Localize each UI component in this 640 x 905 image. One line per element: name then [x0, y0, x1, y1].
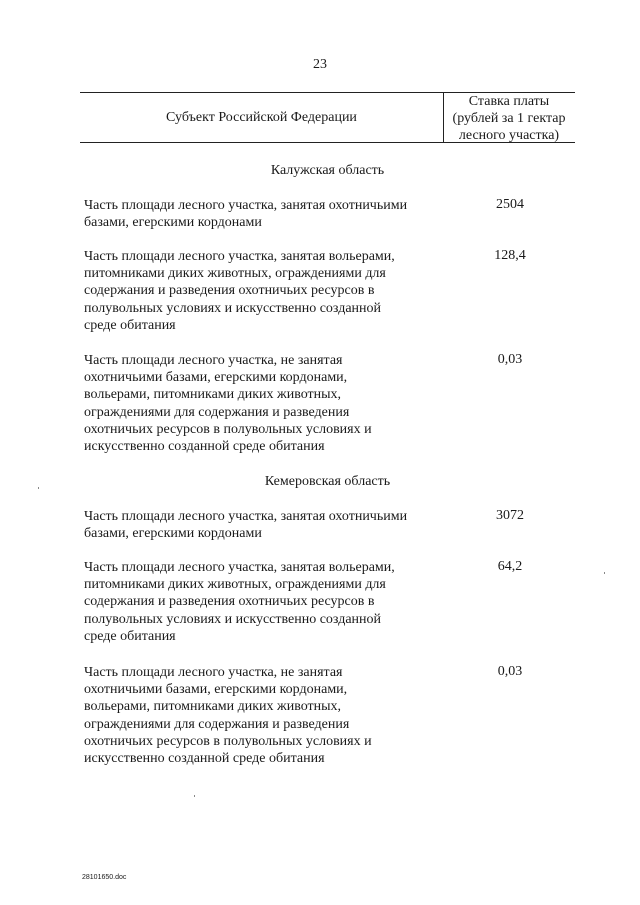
scan-speck — [38, 487, 39, 489]
row-line: охотничьих ресурсов в полувольных условиях и — [84, 421, 372, 437]
page-number: 23 — [313, 57, 327, 72]
row-line: содержания и разведения охотничьих ресурсов в — [84, 283, 375, 299]
row-line: Часть площади лесного участка, занятая вольерами, — [84, 249, 395, 264]
row-line: Часть площади лесного участка, не занятая — [84, 353, 343, 368]
row-line: охотничьими базами, егерскими кордонами, — [84, 682, 348, 698]
row-rate-value: 128,4 — [494, 248, 526, 263]
row-line: полувольных условиях и искусственно созданной — [84, 300, 382, 316]
table-header-rate-line: (рублей за 1 гектар — [452, 111, 566, 126]
row-rate-value: 64,2 — [497, 559, 523, 574]
row-line: вольерами, питомниками диких животных, — [84, 699, 342, 715]
row-line: ограждениями для содержания и разведения — [84, 404, 350, 420]
row-description — [84, 559, 444, 645]
row-line: Часть площади лесного участка, занятая охотничьими — [84, 198, 408, 213]
row-description — [84, 352, 444, 455]
row-line: среде обитания — [84, 628, 176, 644]
row-rate-value: 0,03 — [497, 352, 523, 367]
row-description — [84, 248, 444, 334]
row-line: среде обитания — [84, 317, 176, 333]
row-line: ограждениями для содержания и разведения — [84, 716, 350, 732]
row-line: искусственно созданной среде обитания — [84, 751, 325, 767]
scan-speck — [194, 795, 195, 797]
table-header-subject: Субъект Российской Федерации — [166, 110, 357, 125]
row-line: питомниками диких животных, ограждениями для — [84, 266, 386, 282]
row-line: Часть площади лесного участка, занятая вольерами, — [84, 560, 395, 575]
region-heading: Калужская область — [270, 163, 385, 178]
row-line: содержания и разведения охотничьих ресурсов в — [84, 594, 375, 610]
row-line: искусственно созданной среде обитания — [84, 439, 325, 455]
row-line: Часть площади лесного участка, не занятая — [84, 665, 343, 680]
row-line: питомниками диких животных, ограждениями для — [84, 577, 386, 593]
row-description — [84, 197, 444, 231]
table-header-rate-line: Ставка платы — [468, 94, 550, 109]
scan-speck — [604, 572, 605, 574]
row-description — [84, 508, 444, 542]
table-header-rate — [443, 93, 575, 144]
row-line: вольерами, питомниками диких животных, — [84, 387, 342, 403]
table-header-rate-line: лесного участка) — [458, 128, 560, 143]
row-line: охотничьими базами, егерскими кордонами, — [84, 370, 348, 386]
row-line: базами, егерскими кордонами — [84, 215, 262, 231]
row-rate-value: 3072 — [496, 508, 524, 523]
region-heading: Кемеровская область — [264, 474, 391, 489]
row-line: Часть площади лесного участка, занятая охотничьими — [84, 509, 408, 524]
footer-filename: 28101650.doc — [82, 874, 127, 881]
row-rate-value: 2504 — [496, 197, 524, 212]
row-line: базами, егерскими кордонами — [84, 526, 262, 542]
row-rate-value: 0,03 — [497, 664, 523, 679]
row-line: охотничьих ресурсов в полувольных условиях и — [84, 733, 372, 749]
row-description — [84, 664, 444, 767]
row-line: полувольных условиях и искусственно созданной — [84, 611, 382, 627]
